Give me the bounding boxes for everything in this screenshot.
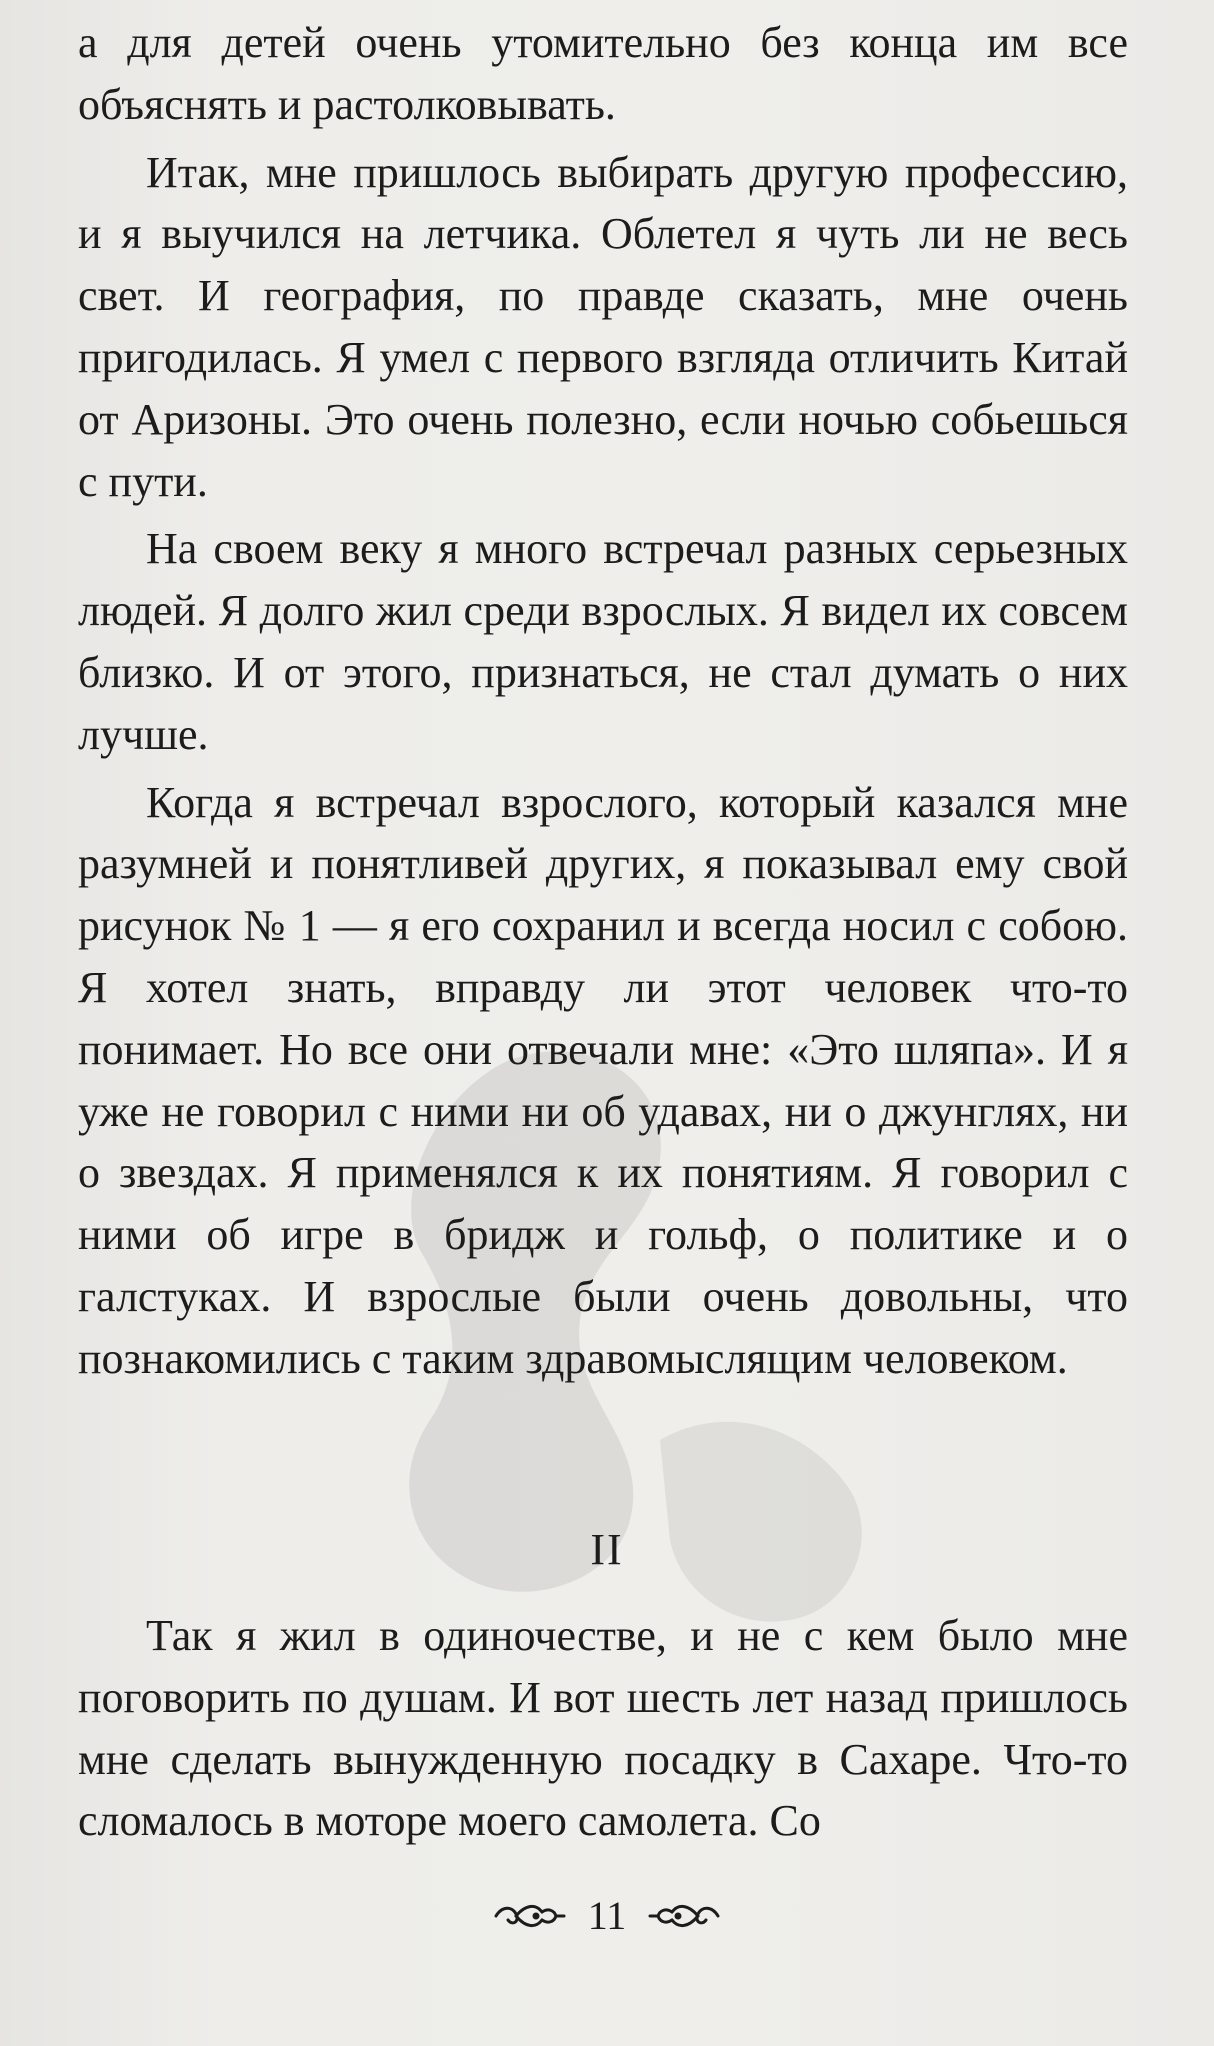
paragraph: Так я жил в одиночестве, и не с кем было мне поговорить по душам. И вот шесть лет назад пришлось мне сделать вынужденную посадку в Сахаре. Что-то сломалось в моторе моего самолета. Со (78, 1611, 1128, 1846)
scroll-ornament-icon (648, 1896, 722, 1936)
chapter-body-text (78, 1605, 1128, 1852)
paragraph: На своем веку я много встречал разных серьезных людей. Я долго жил среди взрослых. Я видел их совсем близко. И от этого, признаться, не стал думать о них лучше. (78, 524, 1128, 759)
page-number: 11 (587, 1893, 627, 1938)
page-footer (0, 1892, 1214, 1939)
scroll-ornament-icon (492, 1896, 566, 1936)
body-text (78, 12, 1128, 1390)
paragraph: а для детей очень утомительно без конца им все объяснять и растолковывать. (78, 18, 1128, 129)
paragraph: Когда я встречал взрослого, который казался мне разумней и понятливей других, я показывал ему свой рисунок № 1 — я его сохранил и всегда носил с собою. Я хотел знать, вправду ли этот человек что-то понимает. Но все они отвечали мне: «Это шляпа». И я уже не говорил с ними ни об удавах, ни о джунглях, ни о звездах. Я применялся к их понятиям. Я говорил с ними об игре в бридж и гольф, о политике и о галстуках. И взрослые были очень довольны, что познакомились с таким здравомыслящим человеком. (78, 777, 1128, 1383)
chapter-heading: II (590, 1525, 624, 1574)
paragraph: Итак, мне пришлось выбирать другую профессию, и я выучился на летчика. Облетел я чуть ли не весь свет. И география, по правде сказать, мне очень пригодилась. Я умел с первого взгляда отличить Китай от Аризоны. Это очень полезно, если ночью собьешься с пути. (78, 147, 1128, 506)
